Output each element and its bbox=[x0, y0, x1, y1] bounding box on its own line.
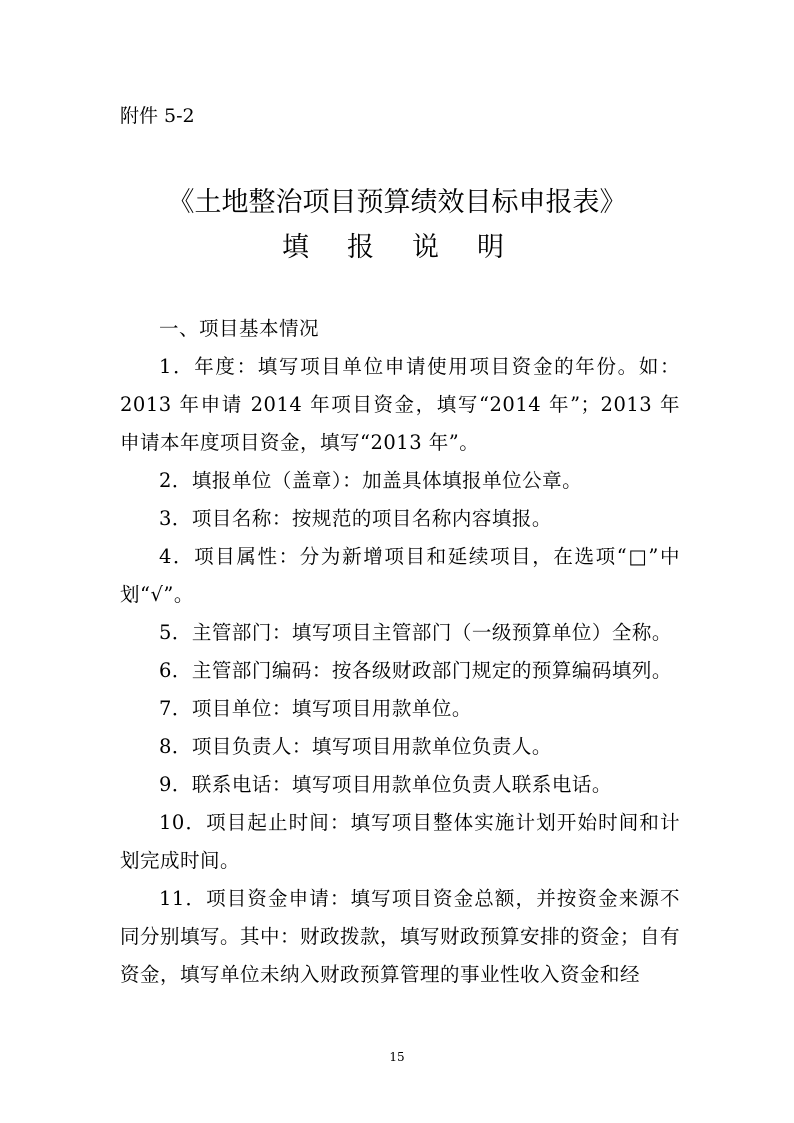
paragraph-project-period: 10．项目起止时间：填写项目整体实施计划开始时间和计划完成时间。 bbox=[120, 811, 680, 872]
paragraph-project-name: 3．项目名称：按规范的项目名称内容填报。 bbox=[159, 507, 552, 530]
paragraph-contact-phone: 9．联系电话：填写项目用款单位负责人联系电话。 bbox=[159, 773, 612, 796]
paragraph-year: 1．年度：填写项目单位申请使用项目资金的年份。如：2013 年申请 2014 年项目资金，填写“2014 年”；2013 年申请本年度项目资金，填写“2013 年”。 bbox=[120, 355, 680, 454]
paragraph-department-code: 6．主管部门编码：按各级财政部门规定的预算编码填列。 bbox=[159, 659, 672, 682]
paragraph-project-attribute: 4．项目属性：分为新增项目和延续项目，在选项“□”中划“√”。 bbox=[120, 545, 680, 606]
paragraph-reporting-unit: 2．填报单位（盖章）：加盖具体填报单位公章。 bbox=[159, 469, 583, 492]
paragraph-competent-department: 5．主管部门：填写项目主管部门（一级预算单位）全称。 bbox=[159, 621, 672, 644]
document-title: 《土地整治项目预算绩效目标申报表》 bbox=[167, 187, 627, 218]
paragraph-fund-application: 11．项目资金申请：填写项目资金总额，并按资金来源不同分别填写。其中：财政拨款，填写财政预算安排的资金；自有资金，填写单位未纳入财政预算管理的事业性收入资金和经 bbox=[120, 887, 681, 986]
attachment-label: 附件 5-2 bbox=[120, 105, 195, 127]
document-subtitle: 填报说明 bbox=[282, 232, 542, 263]
body-text bbox=[120, 310, 680, 994]
page-number: 15 bbox=[389, 1050, 405, 1064]
paragraph-project-leader: 8．项目负责人：填写项目用款单位负责人。 bbox=[159, 735, 552, 758]
paragraph-project-unit: 7．项目单位：填写项目用款单位。 bbox=[159, 697, 472, 720]
section-heading: 一、项目基本情况 bbox=[159, 317, 320, 340]
